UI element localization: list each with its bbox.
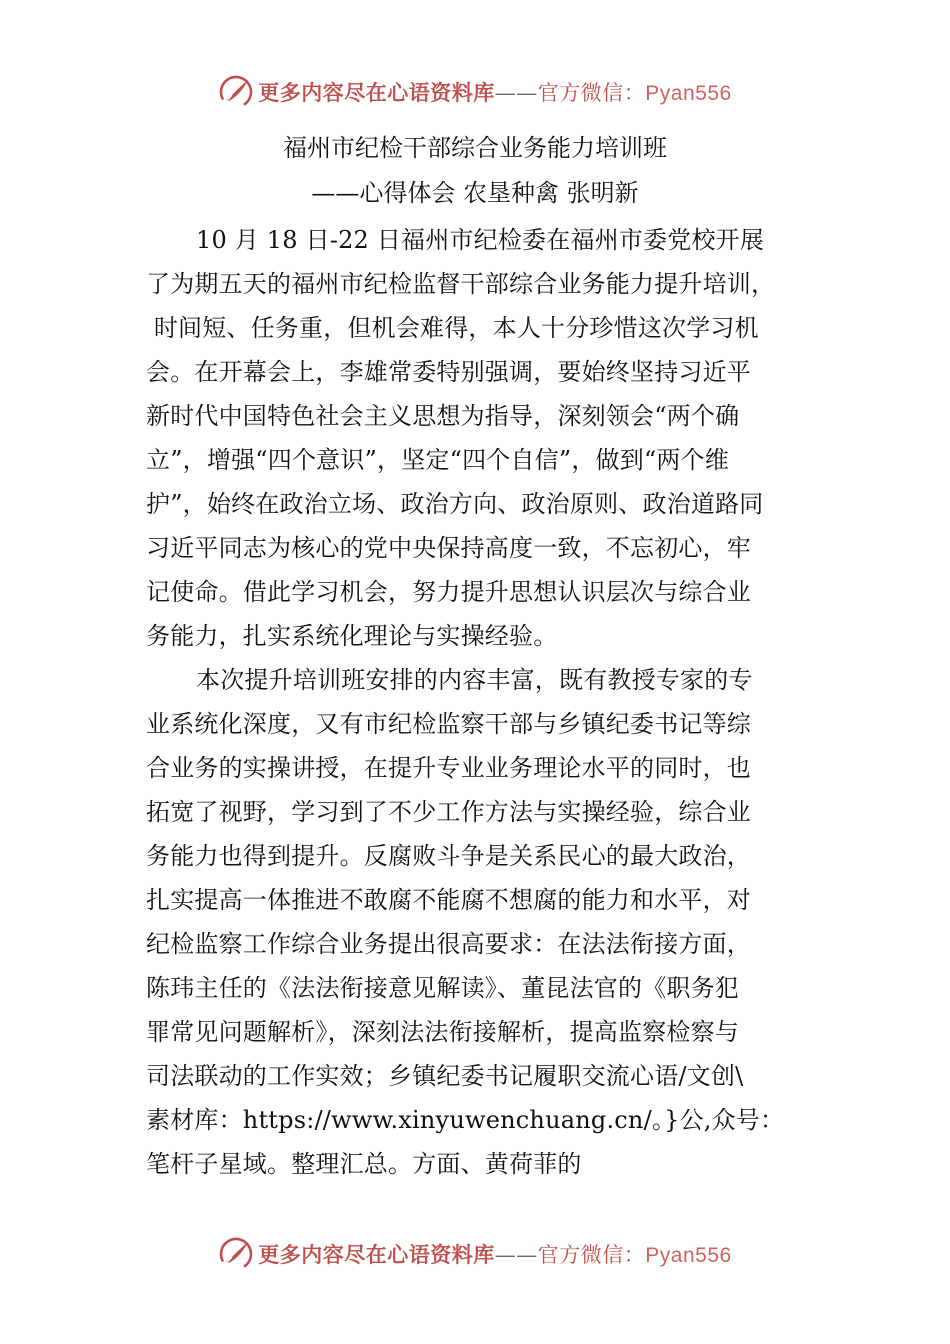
text-line: 务能力也得到提升。反腐败斗争是关系民心的最大政治， — [146, 842, 751, 870]
text-line: 习近平同志为核心的党中央保持高度一致，不忘初心，牢 — [146, 534, 751, 562]
text-line: 护”，始终在政治立场、政治方向、政治原则、政治道路同 — [146, 490, 764, 518]
text-line: 了为期五天的福州市纪检监督干部综合业务能力提升培训， — [146, 270, 776, 298]
banner-wechat-label: 官方微信： — [537, 81, 646, 105]
text-line: 时间短、任务重，但机会难得，本人十分珍惜这次学习机 — [146, 314, 759, 342]
text-line: 陈玮主任的《法法衔接意见解读》、董昆法官的《职务犯 — [146, 974, 739, 1002]
document-subtitle: ——心得体会 农垦种禽 张明新 — [311, 179, 639, 207]
banner-separator: —— — [494, 81, 538, 105]
text-line: 务能力，扎实系统化理论与实操经验。 — [146, 622, 558, 650]
text-line: 罪常见问题解析》，深刻法法衔接解析，提高监察检察与 — [146, 1018, 739, 1046]
quill-pen-logo-icon — [218, 1236, 254, 1272]
text-line: 笔杆子星域。整理汇总。方面、黄荷菲的 — [146, 1150, 582, 1178]
text-line: 10 月 18 日-22 日福州市纪检委在福州市委党校开展 — [196, 226, 765, 254]
quill-pen-logo-icon — [218, 74, 254, 110]
text-line: 本次提升培训班安排的内容丰富，既有教授专家的专 — [196, 666, 753, 694]
banner-wechat-id: Pyan556 — [645, 1244, 732, 1267]
text-line: 立”，增强“四个意识”，坚定“四个自信”，做到“两个维 — [146, 446, 730, 474]
text-line: 新时代中国特色社会主义思想为指导，深刻领会“两个确 — [146, 402, 740, 430]
text-line: 司法联动的工作实效；乡镇纪委书记履职交流心语/文创\ — [146, 1062, 744, 1090]
banner-brand-text: 更多内容尽在心语资料库 — [258, 80, 495, 105]
text-line: 合业务的实操讲授，在提升专业业务理论水平的同时，也 — [146, 754, 751, 782]
header-watermark-banner — [0, 70, 950, 114]
paragraph-1 — [146, 218, 806, 658]
paragraph-2 — [146, 658, 806, 1186]
text-line: 拓宽了视野，学习到了不少工作方法与实操经验，综合业 — [146, 798, 751, 826]
text-line: 记使命。借此学习机会，努力提升思想认识层次与综合业 — [146, 578, 751, 606]
text-line: 素材库：https://www.xinyuwenchuang.cn/。}公,众号： — [146, 1106, 785, 1134]
text-line: 业系统化深度，又有市纪检监察干部与乡镇纪委书记等综 — [146, 710, 751, 738]
banner-separator: —— — [494, 1243, 538, 1267]
text-line: 纪检监察工作综合业务提出很高要求：在法法衔接方面， — [146, 930, 751, 958]
footer-watermark-banner — [0, 1232, 950, 1276]
text-line: 会。在开幕会上，李雄常委特别强调，要始终坚持习近平 — [146, 358, 751, 386]
banner-brand-text: 更多内容尽在心语资料库 — [258, 1242, 495, 1267]
text-line: 扎实提高一体推进不敢腐不能腐不想腐的能力和水平，对 — [146, 886, 751, 914]
document-body — [146, 218, 806, 1186]
document-title: 福州市纪检干部综合业务能力培训班 — [283, 134, 667, 162]
banner-wechat-id: Pyan556 — [645, 82, 732, 105]
banner-wechat-label: 官方微信： — [537, 1243, 646, 1267]
